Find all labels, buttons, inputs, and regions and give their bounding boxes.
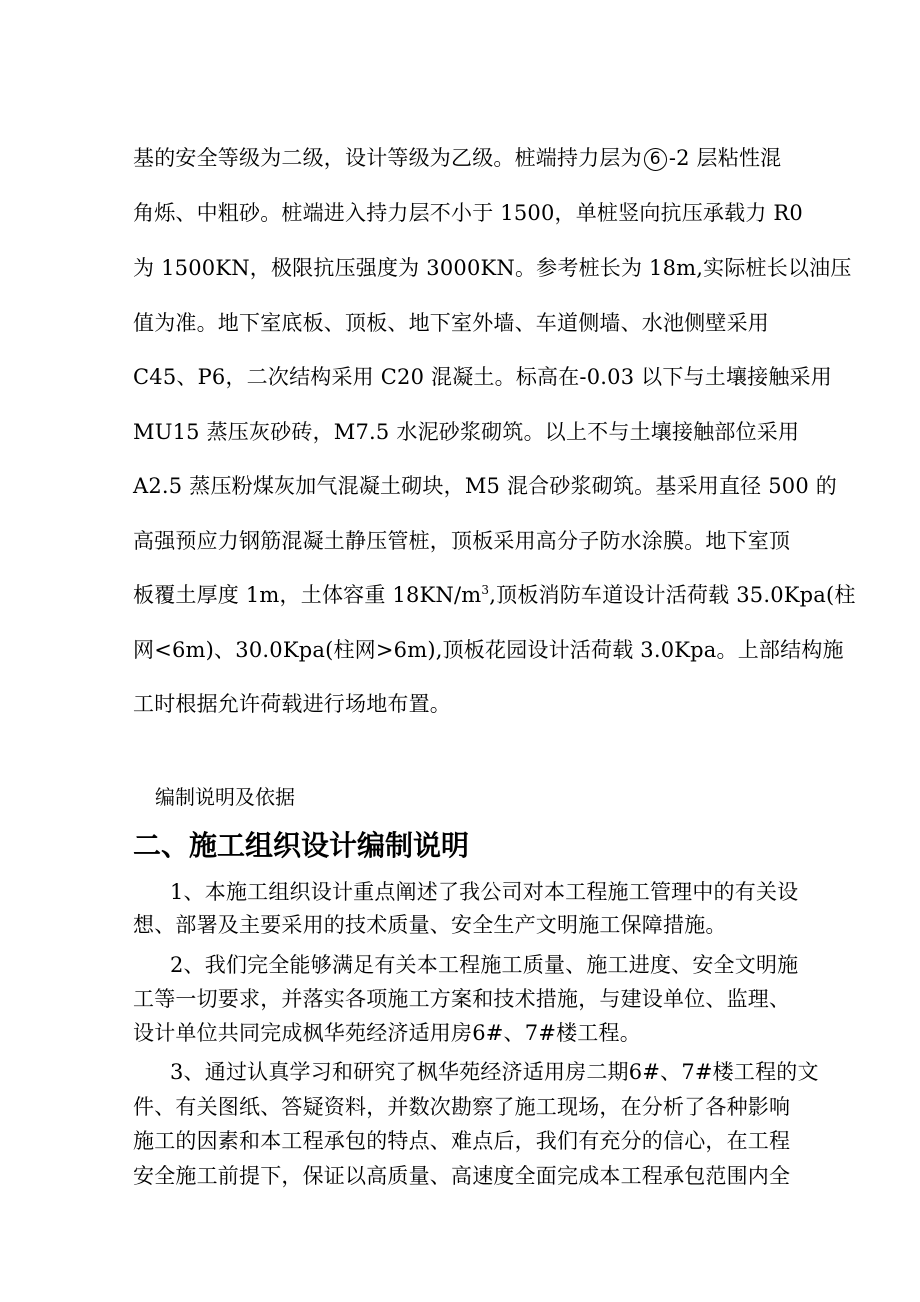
paragraph-line: 值为准。地下室底板、顶板、地下室外墙、车道侧墙、水池侧壁采用 bbox=[133, 311, 769, 335]
paragraph-line: 想、部署及主要采用的技术质量、安全生产文明施工保障措施。 bbox=[133, 913, 727, 937]
paragraph-line: A2.5 蒸压粉煤灰加气混凝土砌块，M5 混合砂浆砌筑。基采用直径 500 的 bbox=[133, 474, 838, 498]
paragraph-line: 3、通过认真学习和研究了枫华苑经济适用房二期6#、7#楼工程的文 bbox=[170, 1060, 819, 1084]
subheading: 编制说明及依据 bbox=[155, 785, 295, 809]
circled-number: 6 bbox=[644, 148, 667, 171]
paragraph-line: MU15 蒸压灰砂砖，M7.5 水泥砂浆砌筑。以上不与土壤接触部位采用 bbox=[133, 420, 800, 444]
superscript: 3 bbox=[481, 583, 490, 597]
section-heading: 二、施工组织设计编制说明 bbox=[133, 829, 470, 862]
paragraph-line: 角烁、中粗砂。桩端进入持力层不小于 1500，单桩竖向抗压承载力 R0 bbox=[133, 201, 803, 225]
paragraph-line: 施工的因素和本工程承包的特点、难点后，我们有充分的信心，在工程 bbox=[133, 1129, 791, 1153]
paragraph-line: 网<6m)、30.0Kpa(柱网>6m),顶板花园设计活荷载 3.0Kpa。上部结构施 bbox=[133, 638, 844, 662]
paragraph-line bbox=[133, 582, 856, 608]
paragraph-line: C45、P6，二次结构采用 C20 混凝土。标高在-0.03 以下与土壤接触采用 bbox=[133, 365, 832, 389]
paragraph-line: 2、我们完全能够满足有关本工程施工质量、施工进度、安全文明施 bbox=[170, 953, 799, 977]
paragraph-line: 工时根据允许荷载进行场地布置。 bbox=[133, 692, 451, 716]
paragraph-line: 安全施工前提下，保证以高质量、高速度全面完成本工程承包范围内全 bbox=[133, 1164, 791, 1188]
paragraph-line: 高强预应力钢筋混凝土静压管桩，顶板采用高分子防水涂膜。地下室顶 bbox=[133, 529, 791, 553]
text-segment: 基的安全等级为二级，设计等级为乙级。桩端持力层为 bbox=[133, 146, 642, 170]
text-segment: 板覆土厚度 1m，土体容重 18KN/m bbox=[133, 583, 482, 607]
paragraph-line: 为 1500KN，极限抗压强度为 3000KN。参考桩长为 18m,实际桩长以油压 bbox=[133, 256, 852, 280]
paragraph-line bbox=[133, 145, 781, 171]
paragraph-line: 件、有关图纸、答疑资料，并数次勘察了施工现场，在分析了各种影响 bbox=[133, 1095, 791, 1119]
text-segment: ,顶板消防车道设计活荷载 35.0Kpa(柱 bbox=[489, 583, 856, 607]
paragraph-line: 1、本施工组织设计重点阐述了我公司对本工程施工管理中的有关设 bbox=[170, 880, 799, 904]
paragraph-line: 工等一切要求，并落实各项施工方案和技术措施，与建设单位、监理、 bbox=[133, 987, 791, 1011]
text-segment: -2 层粘性混 bbox=[668, 146, 782, 170]
paragraph-line: 设计单位共同完成枫华苑经济适用房6#、7#楼工程。 bbox=[133, 1021, 641, 1045]
